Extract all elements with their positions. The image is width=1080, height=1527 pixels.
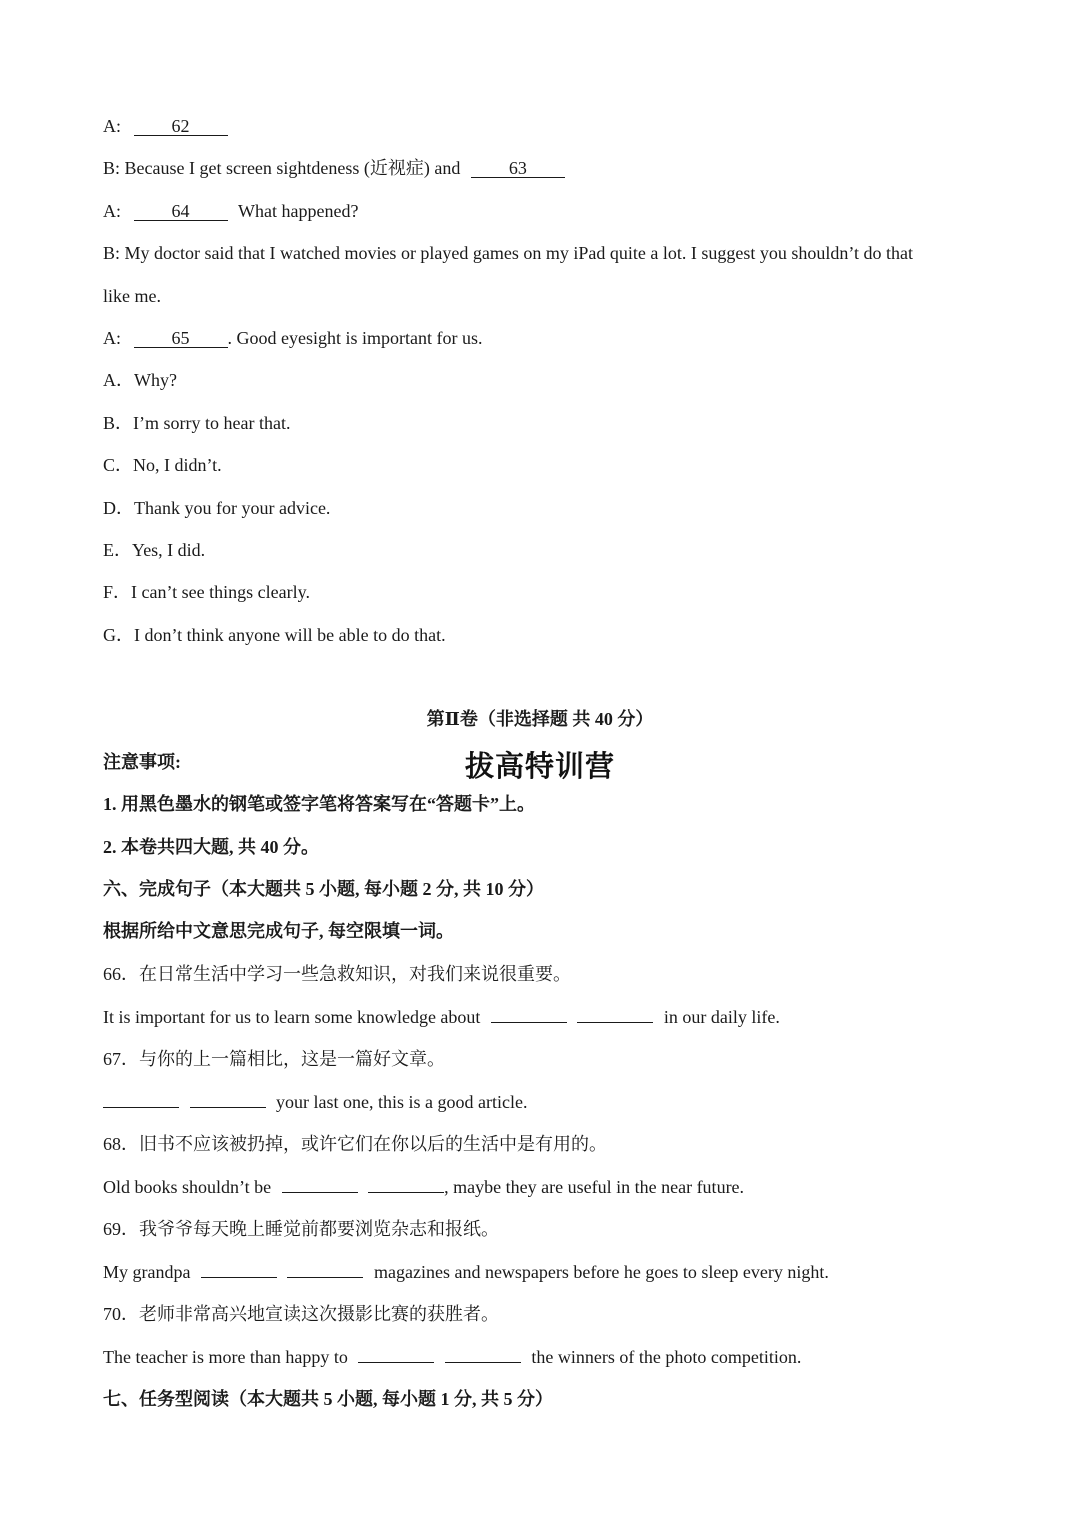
- option-a: A．Why?: [103, 370, 177, 390]
- dialogue-line-a3: [103, 327, 980, 349]
- question-66-cn: 66．在日常生活中学习一些急救知识，对我们来说很重要。: [103, 964, 571, 984]
- question-66-en: [103, 1006, 980, 1028]
- sentence-text: , maybe they are useful in the near future.: [444, 1177, 745, 1197]
- option-b: B．I’m sorry to hear that.: [103, 413, 291, 433]
- answer-blank-64[interactable]: 64: [134, 202, 228, 221]
- part2-title: 第Ⅱ卷（非选择题 共 40 分）: [426, 709, 654, 729]
- sentence-text: your last one, this is a good article.: [276, 1092, 528, 1112]
- dialogue-text: B: My doctor said that I watched movies or played games on my iPad quite a lot. I suggest you shouldn’t do that: [103, 243, 914, 263]
- option-f: F．I can’t see things clearly.: [103, 582, 310, 602]
- dialogue-text: . Good eyesight is important for us.: [227, 328, 483, 348]
- answer-blank[interactable]: [190, 1107, 266, 1108]
- question-68-en: [103, 1176, 980, 1198]
- sentence-text: It is important for us to learn some knowledge about: [103, 1007, 481, 1027]
- question-68-cn: 68．旧书不应该被扔掉，或许它们在你以后的生活中是有用的。: [103, 1134, 607, 1154]
- question-70-cn: 70．老师非常高兴地宣读这次摄影比赛的获胜者。: [103, 1304, 499, 1324]
- speaker-label: A:: [103, 201, 121, 221]
- dialogue-line-b2: [103, 242, 980, 264]
- answer-blank[interactable]: [282, 1192, 358, 1193]
- question-69-en: [103, 1261, 980, 1283]
- note-2: 2. 本卷共四大题, 共 40 分。: [103, 837, 319, 857]
- section-6-instruction: 根据所给中文意思完成句子, 每空限填一词。: [103, 921, 454, 941]
- dialogue-text: What happened?: [238, 201, 359, 221]
- watermark-logo: 拔高特训营: [464, 749, 615, 783]
- section-6-title: 六、完成句子（本大题共 5 小题, 每小题 2 分, 共 10 分）: [103, 879, 544, 899]
- sentence-text: in our daily life.: [663, 1007, 780, 1027]
- dialogue-text: B: Because I get screen sightdeness (近视症) and: [103, 158, 461, 178]
- sentence-text: the winners of the photo competition.: [531, 1347, 802, 1367]
- question-70-en: [103, 1346, 980, 1368]
- question-67-cn: 67．与你的上一篇相比，这是一篇好文章。: [103, 1049, 445, 1069]
- answer-blank[interactable]: [287, 1277, 363, 1278]
- speaker-label: A:: [103, 116, 121, 136]
- answer-blank[interactable]: [445, 1362, 521, 1363]
- answer-blank-62[interactable]: 62: [134, 117, 228, 136]
- sentence-text: magazines and newspapers before he goes to sleep every night.: [373, 1262, 829, 1282]
- question-69-cn: 69．我爷爷每天晚上睡觉前都要浏览杂志和报纸。: [103, 1219, 499, 1239]
- dialogue-line-b2-cont: [103, 285, 980, 307]
- answer-blank[interactable]: [201, 1277, 277, 1278]
- sentence-text: Old books shouldn’t be: [103, 1177, 272, 1197]
- sentence-text: My grandpa: [103, 1262, 191, 1282]
- option-c: C．No, I didn’t.: [103, 455, 222, 475]
- option-e: E．Yes, I did.: [103, 540, 206, 560]
- dialogue-line-b1: [103, 157, 980, 179]
- answer-blank[interactable]: [368, 1192, 444, 1193]
- answer-blank[interactable]: [491, 1022, 567, 1023]
- option-g: G．I don’t think anyone will be able to do that.: [103, 625, 446, 645]
- speaker-label: A:: [103, 328, 121, 348]
- dialogue-line-a1: [103, 115, 980, 137]
- question-67-en: [103, 1091, 980, 1113]
- note-1: 1. 用黑色墨水的钢笔或签字笔将答案写在“答题卡”上。: [103, 794, 535, 814]
- dialogue-text: like me.: [103, 286, 161, 306]
- answer-blank-63[interactable]: 63: [471, 159, 565, 178]
- answer-blank-65[interactable]: 65: [134, 329, 228, 348]
- notice-label: 注意事项:: [103, 752, 181, 772]
- option-d: D．Thank you for your advice.: [103, 498, 331, 518]
- section-7-title: 七、任务型阅读（本大题共 5 小题, 每小题 1 分, 共 5 分）: [103, 1389, 553, 1409]
- dialogue-line-a2: [103, 200, 980, 222]
- answer-blank[interactable]: [103, 1107, 179, 1108]
- answer-blank[interactable]: [577, 1022, 653, 1023]
- answer-blank[interactable]: [358, 1362, 434, 1363]
- sentence-text: The teacher is more than happy to: [103, 1347, 348, 1367]
